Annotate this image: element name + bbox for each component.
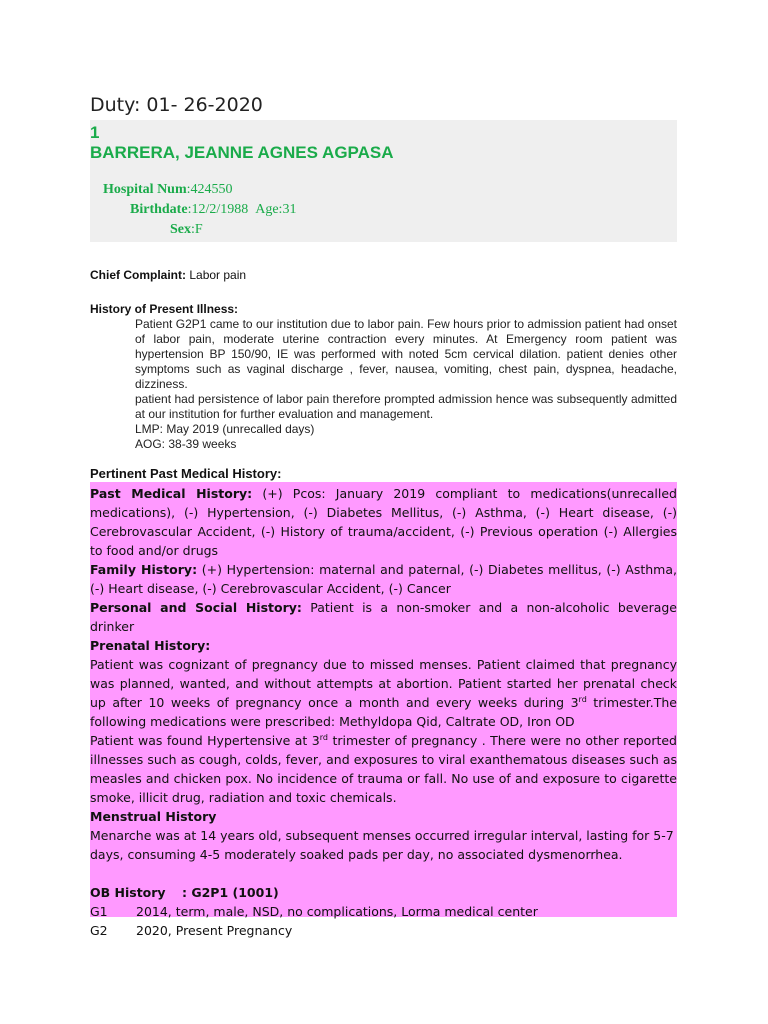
psh-text: Patient is a non-smoker and a non-alcoholic beverage drinker: [90, 600, 677, 634]
psh-label: Personal and Social History:: [90, 600, 302, 615]
ob-g2-label: G2: [90, 923, 108, 938]
patient-name: BARRERA, JEANNE AGNES AGPASA: [90, 143, 394, 162]
ob-history-header: [90, 883, 677, 902]
ob-g1-label: G1: [90, 904, 108, 919]
hpi-paragraph-1: Patient G2P1 came to our institution due to labor pain. Few hours prior to admission patient had onset of labor pain, moderate uterine contraction every minutes. At Emergency room patient was hypertension BP 150/90, IE was performed with noted 5cm cervical dilation. patient denies other symptoms such as vaginal discharge , fever, nausea, vomiting, chest pain, dyspnea, headache, dizziness.: [135, 317, 677, 391]
sex-label: Sex: [170, 222, 191, 237]
prenatal-p2b: trimester of pregnancy . There were no other reported illnesses such as cough, colds, fever, and exposures to viral exanthematous diseases such as measles and chicken pox. No incidence of trauma or fall. No use of and exposure to cigarette smoke, illicit drug, radiation and toxic chemicals.: [90, 733, 677, 805]
ob-g1-text: 2014, term, male, NSD, no complications, Lorma medical center: [136, 904, 538, 919]
prenatal-p1a: Patient was cognizant of pregnancy due to missed menses. Patient claimed that pregnancy was planned, wanted, and without attempts at abortion. Patient started her prenatal check up after 10 weeks of pregnancy once a month and every weeks during 3: [90, 657, 677, 710]
birthdate-label: Birthdate: [130, 202, 188, 217]
ob-value: : G2P1 (1001): [182, 885, 279, 900]
prenatal-p1b: trimester.The following medications were prescribed: Methyldopa Qid, Caltrate OD, Iron OD: [90, 695, 678, 729]
hpi-paragraph-2: patient had persistence of labor pain therefore prompted admission hence was subsequently admitted at our institution for further evaluation and management.: [135, 392, 677, 421]
prenatal-paragraph-1: [90, 655, 677, 731]
prenatal-p1-sup: rd: [578, 694, 587, 704]
hospital-num-label: Hospital Num: [103, 182, 187, 197]
duty-date: Duty: 01- 26-2020: [90, 94, 263, 116]
family-history: [90, 560, 677, 598]
birthdate-row: [130, 202, 296, 218]
prenatal-p2a: Patient was found Hypertensive at 3: [90, 733, 320, 748]
prenatal-label: Prenatal History:: [90, 638, 211, 653]
hospital-num-value: :424550: [186, 182, 233, 197]
hospital-num-row: [103, 182, 233, 198]
patient-header: [90, 120, 677, 242]
hpi-lmp: LMP: May 2019 (unrecalled days): [135, 422, 315, 436]
birthdate-value: :12/2/1988: [187, 202, 249, 217]
ppmh-title: Pertinent Past Medical History:: [90, 466, 282, 481]
hpi-body: [135, 317, 677, 452]
past-medical-history: [90, 484, 677, 560]
patient-number: 1: [90, 123, 100, 142]
prenatal-paragraph-2: [90, 731, 677, 807]
personal-social-history: [90, 598, 677, 636]
prenatal-p2-sup: rd: [319, 732, 328, 742]
history-section: [90, 484, 677, 940]
sex-row: [170, 222, 203, 238]
chief-complaint: [90, 268, 246, 282]
chief-complaint-value: Labor pain: [189, 268, 247, 282]
hpi-aog: AOG: 38-39 weeks: [135, 437, 237, 451]
menstrual-label: Menstrual History: [90, 809, 217, 824]
ob-row: [90, 921, 677, 940]
age-value: Age:31: [255, 202, 297, 217]
sex-value: :F: [191, 222, 203, 237]
ob-g2-text: 2020, Present Pregnancy: [136, 923, 293, 938]
ob-row: [90, 902, 677, 921]
pmh-label: Past Medical History:: [90, 486, 253, 501]
pmh-text: (+) Pcos: January 2019 compliant to medications(unrecalled medications), (-) Hypertension, (-) Diabetes Mellitus, (-) Asthma, (-) Heart disease, (-) Cerebrovascular Accident, (-) History of trauma/accident, (-) Previous operation (-) Allergies to food and/or drugs: [90, 486, 677, 558]
chief-complaint-label: Chief Complaint:: [90, 268, 186, 282]
fh-text: (+) Hypertension: maternal and paternal, (-) Diabetes mellitus, (-) Asthma, (-) Heart disease, (-) Cerebrovascular Accident, (-) Cancer: [90, 562, 677, 596]
hpi-title: History of Present Illness:: [90, 302, 239, 316]
ob-label: OB History: [90, 885, 166, 900]
fh-label: Family History:: [90, 562, 198, 577]
menstrual-text: Menarche was at 14 years old, subsequent menses occurred irregular interval, lasting for 5-7 days, consuming 4-5 moderately soaked pads per day, no associated dysmenorrhea.: [90, 828, 674, 862]
